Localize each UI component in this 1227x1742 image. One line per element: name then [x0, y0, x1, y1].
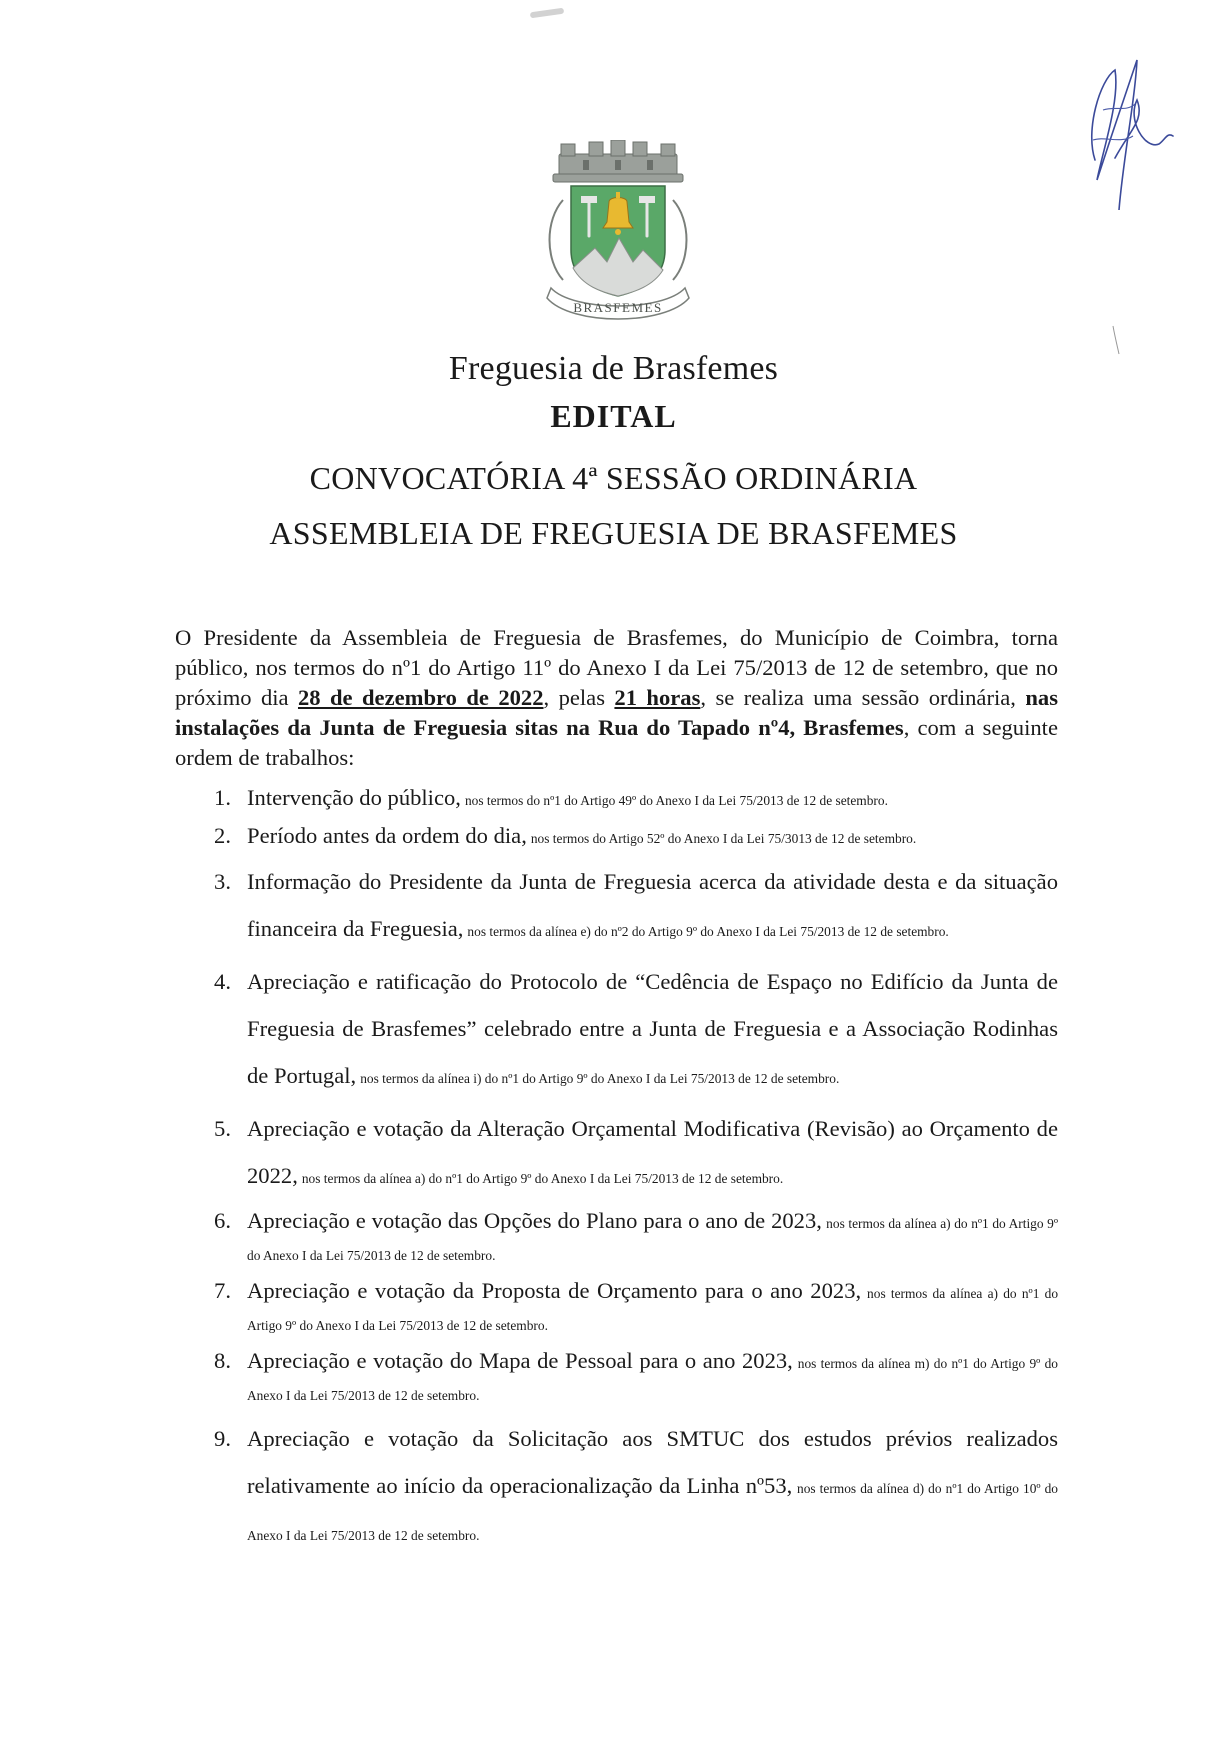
- intro-text: , com a seguinte ordem de trabalhos:: [175, 715, 1058, 770]
- agenda-item-legal-ref: nos termos da alínea m) do nº1 do Artigo 9º do Anexo I da Lei 75/2013 de 12 de setembro.: [247, 1356, 1058, 1403]
- session-time: 21 horas: [614, 685, 701, 710]
- agenda-item-number: 9.: [214, 1426, 231, 1451]
- intro-text: , pelas: [543, 685, 615, 710]
- agenda-item-number: 5.: [214, 1116, 231, 1141]
- handwritten-signature: [1075, 40, 1175, 210]
- agenda-item-legal-ref: nos termos da alínea e) do nº2 do Artigo 9º do Anexo I da Lei 75/2013 de 12 de setembro.: [467, 924, 949, 939]
- agenda-item: [175, 782, 1058, 817]
- ribbon-text: BRASFEMES: [573, 300, 663, 315]
- agenda-item: [175, 958, 1058, 1102]
- agenda-item-title: Apreciação e votação da Solicitação aos SMTUC dos estudos prévios realizados relativamente ao início da operacionalização da Linha nº53,: [247, 1426, 1058, 1498]
- agenda-item-number: 1.: [214, 785, 231, 810]
- agenda-item: [175, 1415, 1058, 1559]
- agenda-item-legal-ref: nos termos da alínea i) do nº1 do Artigo 9º do Anexo I da Lei 75/2013 de 12 de setembro.: [360, 1071, 840, 1086]
- agenda-item-number: 8.: [214, 1348, 231, 1373]
- convocation-heading: CONVOCATÓRIA 4ª SESSÃO ORDINÁRIA: [309, 460, 918, 496]
- agenda-item-title: Apreciação e votação da Alteração Orçamental Modificativa (Revisão) ao Orçamento de 2022,: [247, 1116, 1058, 1188]
- agenda-list: [175, 782, 1058, 1562]
- session-location: nas instalações da Junta de Freguesia sitas na Rua do Tapado nº4, Brasfemes: [175, 685, 1058, 740]
- agenda-item-legal-ref: nos termos da alínea d) do nº1 do Artigo 10º do Anexo I da Lei 75/2013 de 12 de setembro.: [247, 1481, 1058, 1543]
- agenda-item-title: Apreciação e votação das Opções do Plano para o ano de 2023,: [247, 1208, 822, 1233]
- agenda-item-title: Apreciação e ratificação do Protocolo de “Cedência de Espaço no Edifício da Junta de Freguesia de Brasfemes” celebrado entre a Junta de Freguesia e a Associação Rodinhas de Portugal,: [247, 969, 1058, 1088]
- agenda-item-title: Apreciação e votação do Mapa de Pessoal para o ano 2023,: [247, 1348, 793, 1373]
- intro-paragraph: [175, 623, 1058, 773]
- agenda-item: [175, 1345, 1058, 1412]
- agenda-item-legal-ref: nos termos da alínea a) do nº1 do Artigo 9º do Anexo I da Lei 75/2013 de 12 de setembro.: [301, 1171, 784, 1186]
- agenda-item-title: Intervenção do público,: [247, 785, 461, 810]
- session-date: 28 de dezembro de 2022: [297, 685, 544, 710]
- coat-of-arms: [543, 140, 693, 325]
- agenda-item: [175, 858, 1058, 955]
- agenda-item: [175, 820, 1058, 855]
- agenda-item-number: 4.: [214, 969, 231, 994]
- agenda-item-title: Apreciação e votação da Proposta de Orçamento para o ano 2023,: [247, 1278, 862, 1303]
- agenda-item-number: 3.: [214, 869, 231, 894]
- agenda-item-number: 2.: [214, 823, 231, 848]
- agenda-item-legal-ref: nos termos do nº1 do Artigo 49º do Anexo I da Lei 75/2013 de 12 de setembro.: [464, 793, 888, 808]
- agenda-item-legal-ref: nos termos da alínea a) do nº1 do Artigo 9º do Anexo I da Lei 75/2013 de 12 de setembro.: [247, 1286, 1059, 1333]
- agenda-item-title: Informação do Presidente da Junta de Freguesia acerca da atividade desta e da situação financeira da Freguesia,: [247, 869, 1058, 941]
- agenda-item: [175, 1105, 1058, 1202]
- organization-title: Freguesia de Brasfemes: [448, 350, 779, 387]
- scan-artifact: [530, 8, 565, 19]
- intro-text: , se realiza uma sessão ordinária,: [700, 685, 1026, 710]
- agenda-item: [175, 1275, 1058, 1342]
- intro-text: O Presidente da Assembleia de Freguesia de Brasfemes, do Município de Coimbra, torna público, nos termos do nº1 do Artigo 11º do Anexo I da Lei 75/2013 de 12 de setembro, que no próximo dia: [175, 625, 1058, 710]
- agenda-item-title: Período antes da ordem do dia,: [247, 823, 527, 848]
- agenda-item-legal-ref: nos termos do Artigo 52º do Anexo I da Lei 75/3013 de 12 de setembro.: [530, 831, 917, 846]
- assembly-heading: ASSEMBLEIA DE FREGUESIA DE BRASFEMES: [269, 515, 958, 551]
- agenda-item: [175, 1205, 1058, 1272]
- document-type-heading: EDITAL: [550, 398, 677, 434]
- agenda-item-number: 7.: [214, 1278, 231, 1303]
- agenda-item-legal-ref: nos termos da alínea a) do nº1 do Artigo 9º do Anexo I da Lei 75/2013 de 12 de setembro.: [247, 1216, 1058, 1263]
- agenda-item-number: 6.: [214, 1208, 231, 1233]
